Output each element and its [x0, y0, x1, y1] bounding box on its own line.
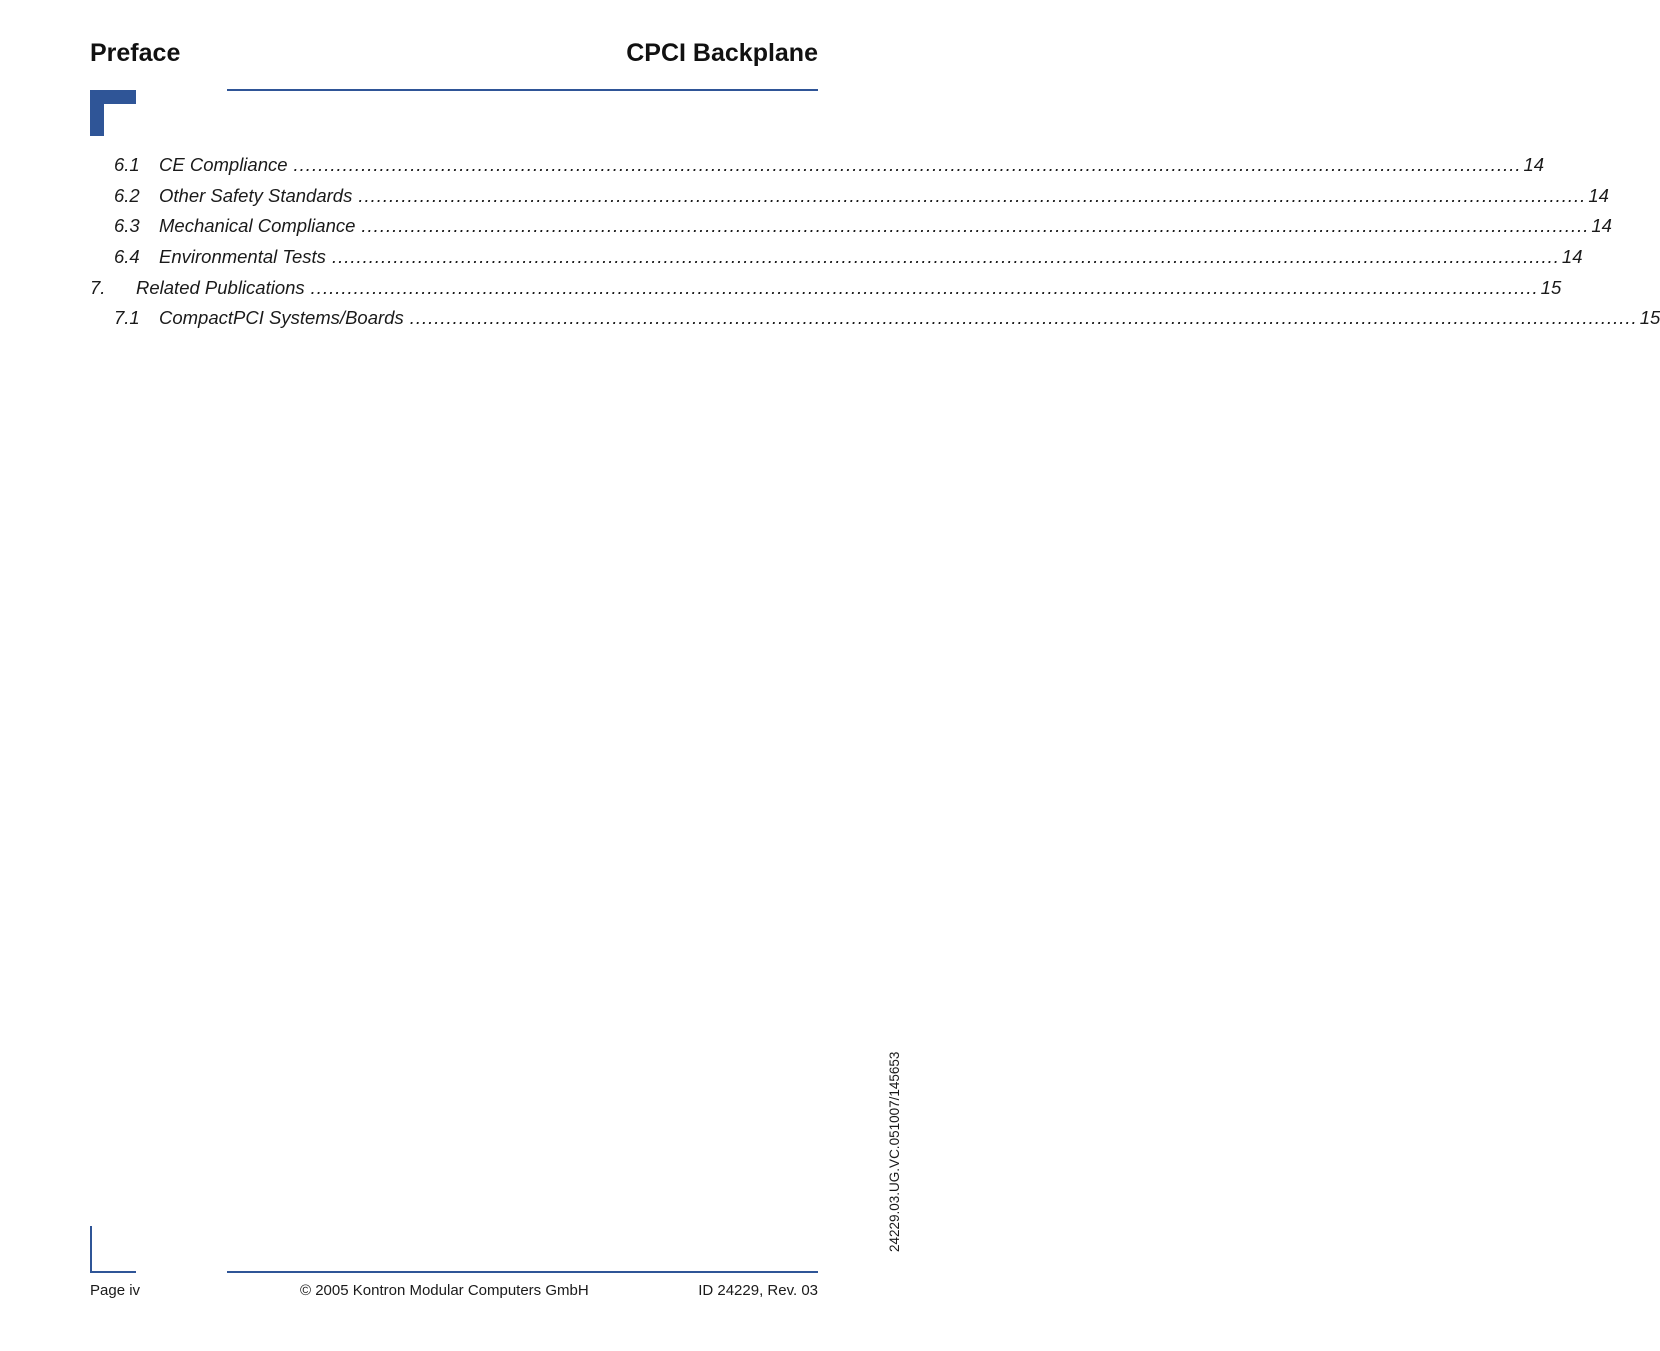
toc-entry-number: 6.4 — [114, 246, 140, 268]
toc-entry-number: 7.1 — [114, 307, 140, 329]
toc-leader-dots: ........................................................................................................................................................................................................ — [310, 276, 1539, 298]
page-number: Page iv — [90, 1282, 141, 1299]
toc-leader-dots: ........................................................................................................................................................................................................ — [361, 215, 1590, 237]
toc-entry[interactable] — [90, 303, 1660, 334]
toc-entry-page: 14 — [1591, 215, 1612, 237]
toc-entry-title: Related Publications — [136, 276, 305, 298]
toc-entry-number: 6.2 — [114, 184, 140, 206]
header-rule — [227, 89, 818, 91]
toc-entry-page: 15 — [1639, 307, 1660, 329]
corner-mark-icon — [90, 90, 136, 136]
table-of-contents — [90, 150, 1660, 334]
toc-entry-page: 15 — [1540, 276, 1562, 298]
toc-leader-dots: ........................................................................................................................................................................................................ — [409, 307, 1638, 329]
toc-leader-dots: ........................................................................................................................................................................................................ — [331, 246, 1560, 268]
toc-entry[interactable] — [90, 150, 1545, 181]
toc-entry-title: CompactPCI Systems/Boards — [159, 307, 404, 329]
copyright-notice: © 2005 Kontron Modular Computers GmbH — [300, 1282, 589, 1299]
footer-rule — [227, 1271, 818, 1273]
section-title: Preface — [90, 39, 181, 67]
toc-entry[interactable] — [90, 211, 1612, 242]
toc-entry-title: Environmental Tests — [159, 246, 326, 268]
toc-entry[interactable] — [90, 181, 1609, 212]
toc-entry-number: 6.1 — [114, 154, 140, 176]
toc-entry-title: Mechanical Compliance — [159, 215, 356, 237]
toc-entry-page: 14 — [1588, 184, 1609, 206]
document-id: ID 24229, Rev. 03 — [698, 1282, 818, 1299]
toc-entry-number: 6.3 — [114, 215, 140, 237]
document-title: CPCI Backplane — [626, 39, 818, 67]
toc-entry[interactable] — [90, 242, 1583, 273]
document-code: 24229.03.UG.VC.051007/145653 — [887, 1051, 902, 1252]
toc-leader-dots: ........................................................................................................................................................................................................ — [293, 154, 1522, 176]
toc-leader-dots: ........................................................................................................................................................................................................ — [358, 184, 1587, 206]
toc-entry-page: 14 — [1561, 246, 1583, 268]
toc-entry-title: CE Compliance — [159, 154, 288, 176]
toc-entry-page: 14 — [1523, 154, 1545, 176]
toc-entry-title: Other Safety Standards — [159, 184, 353, 206]
toc-entry[interactable] — [90, 272, 1562, 303]
footer-corner-mark-icon — [90, 1226, 136, 1273]
toc-entry-number: 7. — [90, 276, 106, 298]
